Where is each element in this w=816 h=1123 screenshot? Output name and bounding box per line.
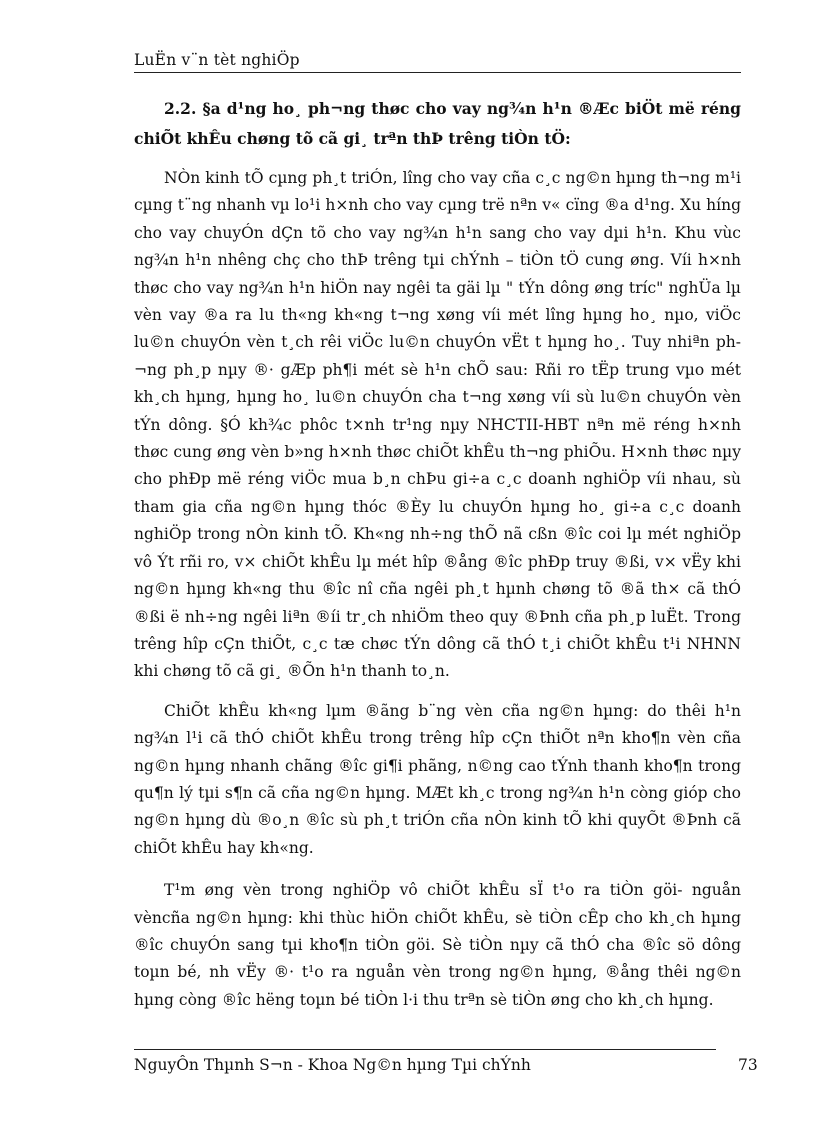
- body-paragraph-1: NÒn kinh tÕ cµng ph¸t triÓn, lîng cho vay cña c¸c ng©n hµng th¬ng m¹i cµng t¨ng nhanh vµ lo¹i h×nh cho vay cµng trë nªn v« cïng ®a d¹ng. Xu híng cho vay chuyÓn dÇn tõ cho vay ng¾n h¹n sang cho vay dµi h¹n. Khu vùc ng¾n h¹n nhêng chç cho thÞ trêng tµi chÝnh – tiÒn tÖ cung øng. Víi h×nh thøc cho vay ng¾n h¹n hiÖn nay ngêi ta gäi lµ " tÝn dông øng tríc" nghÜa lµ vèn vay ®a ra lu th«ng kh«ng t¬ng xøng víi mét lîng hµng ho¸ nµo, viÖc lu©n chuyÓn vèn t¸ch rêi viÖc lu©n chuyÓn vËt t hµng ho¸. Tuy nhiªn ph¬ng ph¸p nµy ®· gÆp ph¶i mét sè h¹n chÕ sau: Rñi ro tËp trung vµo mét kh¸ch hµng, hµng ho¸ lu©n chuyÓn cha t¬ng xøng víi sù lu©n chuyÓn vèn tÝn dông. §Ó kh¾c phôc t×nh tr¹ng nµy NHCTII-HBT nªn më réng h×nh thøc cung øng vèn b»ng h×nh thøc chiÕt khÊu th¬ng phiÕu. H×nh thøc nµy cho phÐp më réng viÖc mua b¸n chÞu gi÷a c¸c doanh nghiÖp víi nhau, sù tham gia cña ng©n hµng thóc ®Èy lu chuyÓn hµng ho¸ gi÷a c¸c doanh nghiÖp trong nÒn kinh tÕ. Kh«ng nh÷ng thÕ nã cßn ®îc coi lµ mét nghiÖp vô Ýt rñi ro, v× chiÕt khÊu lµ mét hîp ®ång ®îc phÐp truy ®ßi, v× vËy khi ng©n hµng kh«ng thu ®îc nî cña ngêi ph¸t hµnh chøng tõ ®ã th× cã thÓ ®ßi ë nh÷ng ngêi liªn ®íi tr¸ch nhiÖm theo quy ®Þnh cña ph¸p luËt. Trong trêng hîp cÇn thiÕt, c¸c tæ chøc tÝn dông cã thÓ t¸i chiÕt khÊu t¹i NHNN khi chøng tõ cã gi¸ ®Õn h¹n thanh to¸n.: [134, 169, 741, 681]
- running-header: LuËn v¨n tèt nghiÖp: [134, 51, 300, 69]
- section-heading: 2.2. §a d¹ng ho¸ ph¬ng thøc cho vay ng¾n h¹n ®Æc biÖt më réng chiÕt khÊu chøng tõ cã gi¸ trªn thÞ trêng tiÒn tÖ:: [134, 99, 741, 148]
- footer-rule: [134, 1049, 716, 1050]
- page-number: 73: [738, 1056, 758, 1074]
- footer-author: NguyÔn Thµnh S¬n - Khoa Ng©n hµng Tµi chÝnh: [134, 1056, 531, 1074]
- header-rule: [134, 72, 741, 73]
- body-paragraph-2: ChiÕt khÊu kh«ng lµm ®ãng b¨ng vèn cña ng©n hµng: do thêi h¹n ng¾n l¹i cã thÓ chiÕt khÊu trong trêng hîp cÇn thiÕt nªn kho¶n vèn cña ng©n hµng nhanh chãng ®îc gi¶i phãng, n©ng cao tÝnh thanh kho¶n trong qu¶n lý tµi s¶n cã cña ng©n hµng. MÆt kh¸c trong ng¾n h¹n còng gióp cho ng©n hµng dù ®o¸n ®îc sù ph¸t triÓn cña nÒn kinh tÕ khi quyÕt ®Þnh cã chiÕt khÊu hay kh«ng.: [134, 701, 741, 857]
- page-body: [134, 94, 741, 1014]
- body-paragraph-3: T¹m øng vèn trong nghiÖp vô chiÕt khÊu sÏ t¹o ra tiÒn göi- nguån vèncña ng©n hµng: khi thùc hiÖn chiÕt khÊu, sè tiÒn cÊp cho kh¸ch hµng ®îc chuyÓn sang tµi kho¶n tiÒn göi. Sè tiÒn nµy cã thÓ cha ®îc sö dông toµn bé, nh vËy ®· t¹o ra nguån vèn trong ng©n hµng, ®ång thêi ng©n hµng còng ®îc hëng toµn bé tiÒn l·i thu trªn sè tiÒn øng cho kh¸ch hµng.: [134, 881, 741, 1009]
